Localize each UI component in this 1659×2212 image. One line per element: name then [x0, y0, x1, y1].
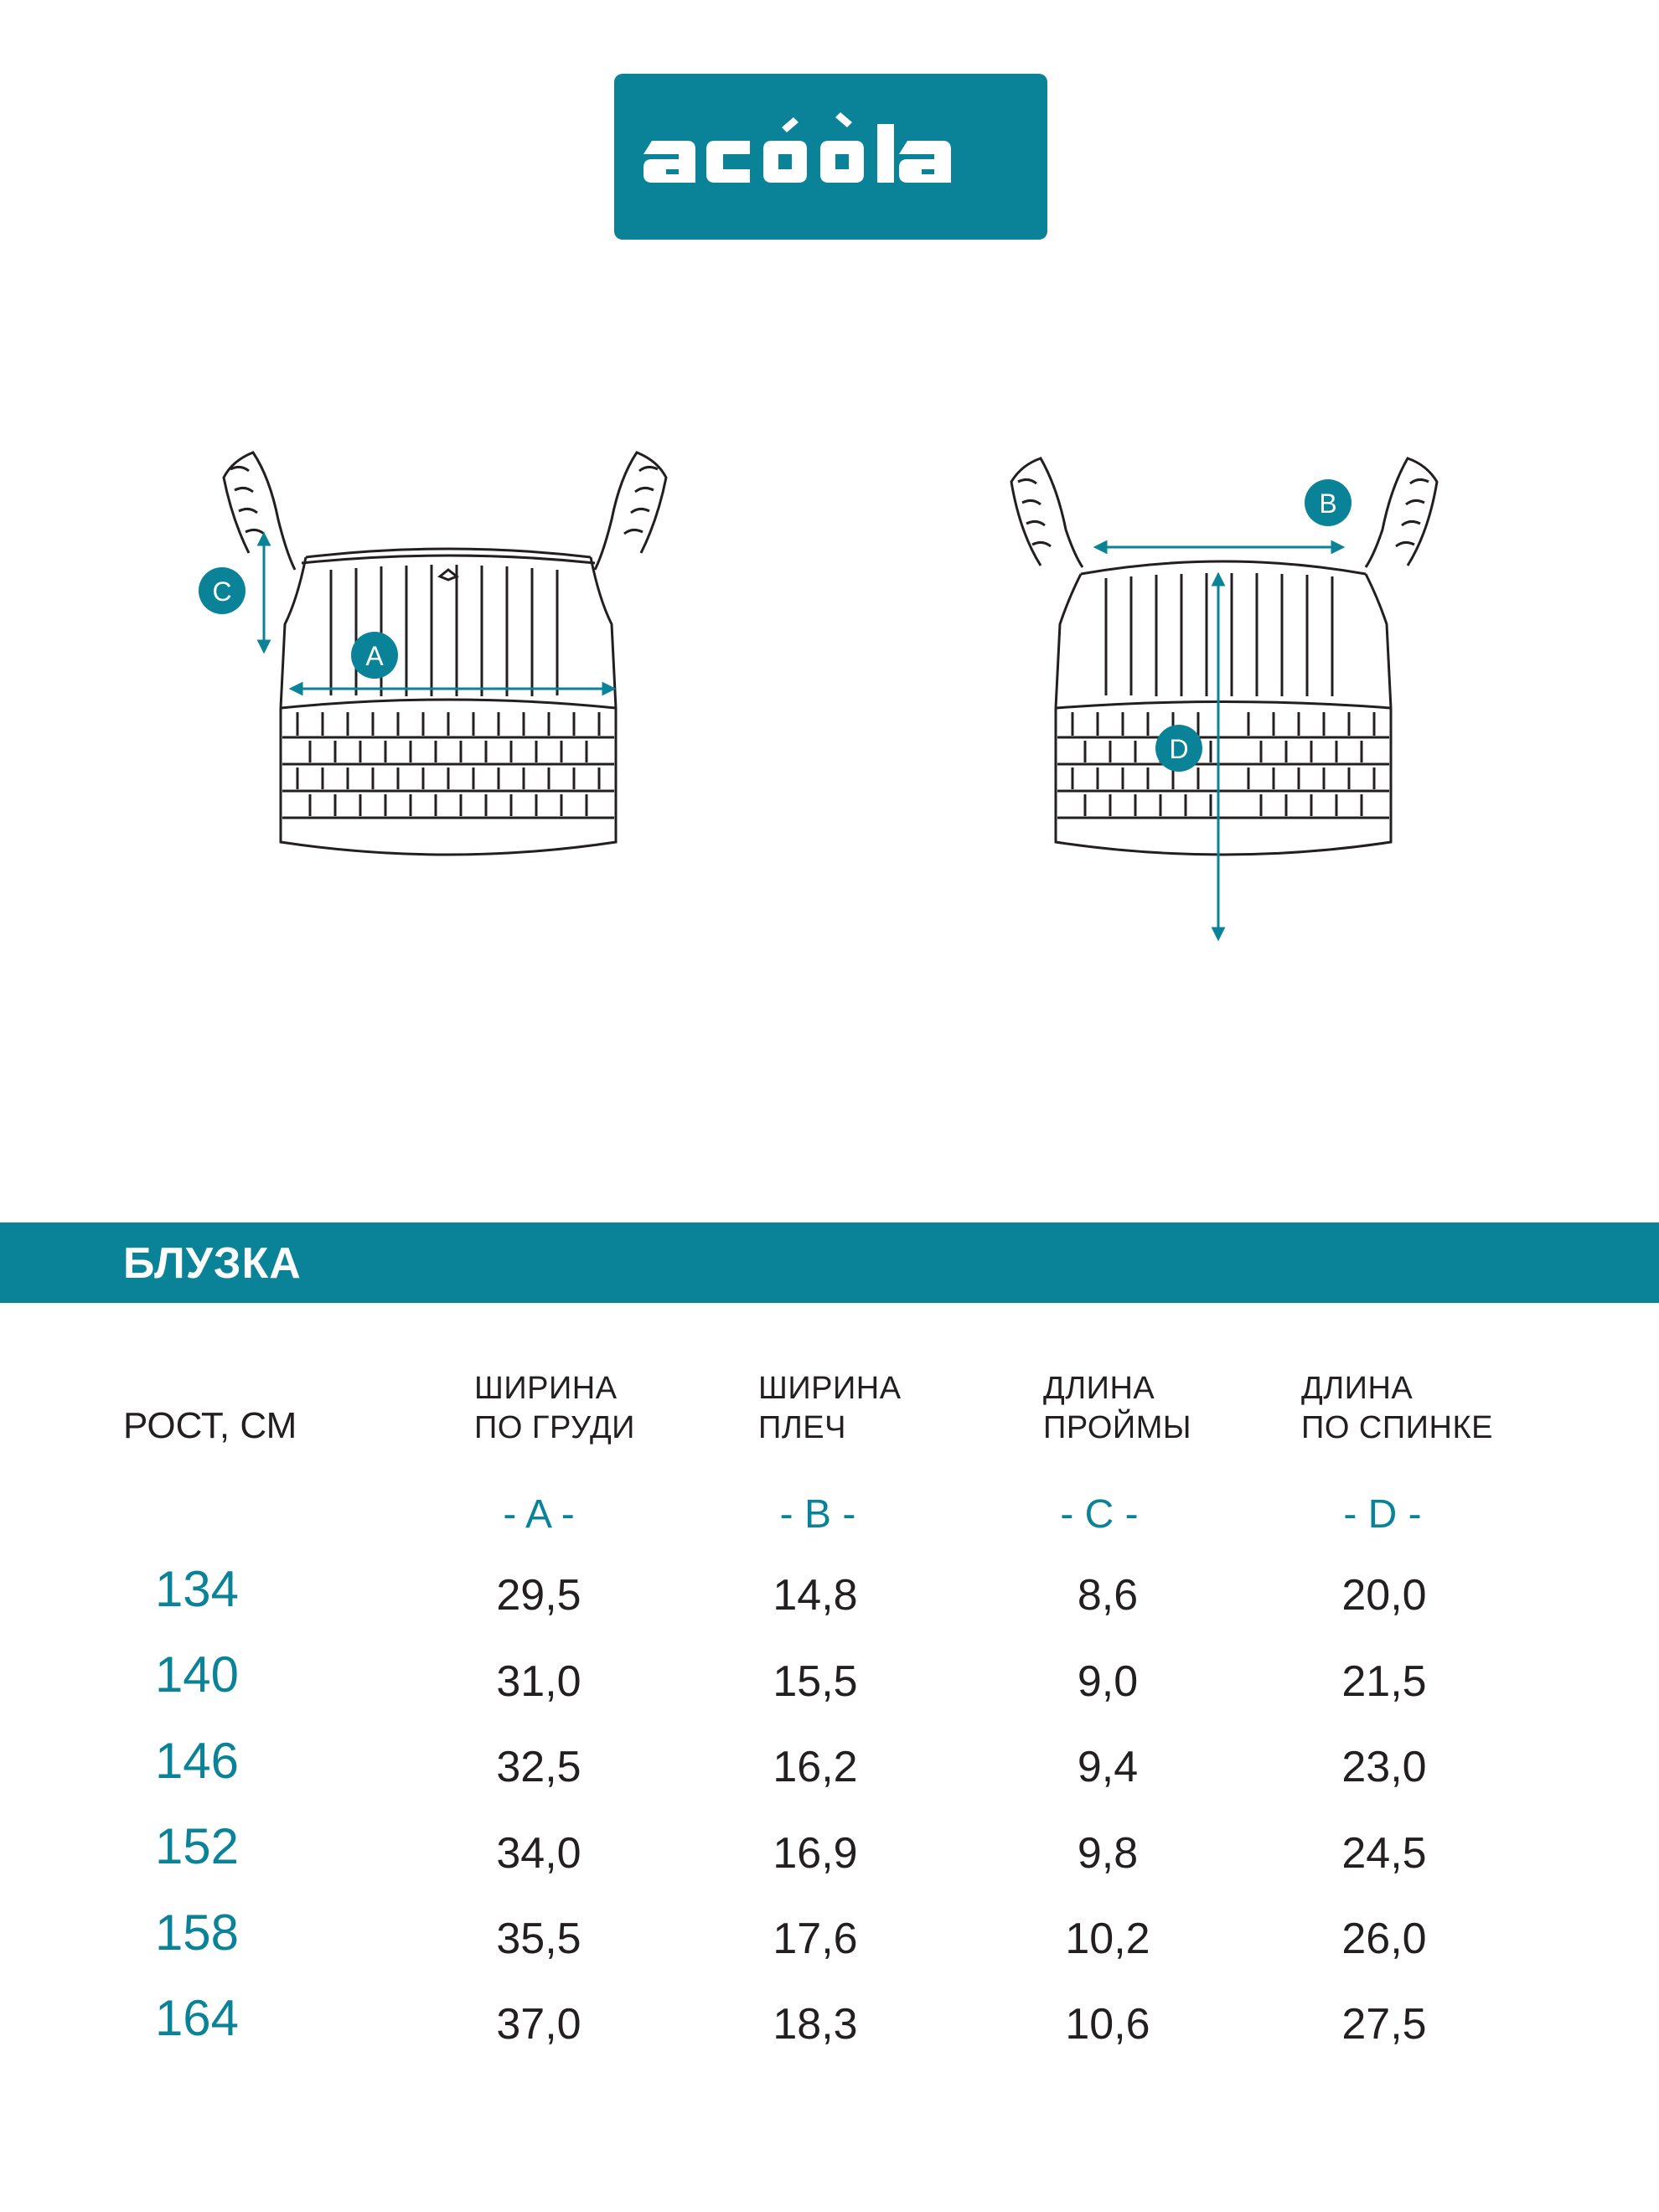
garment-front-sketch: [189, 419, 733, 964]
cell-armhole: 9,8: [1077, 1829, 1139, 1878]
cell-shoulders: 15,5: [773, 1657, 858, 1706]
cell-shoulders: 18,3: [773, 2000, 858, 2049]
cell-shoulders: 14,8: [773, 1571, 858, 1620]
column-header-armhole-line1: ДЛИНА: [1043, 1371, 1155, 1406]
column-header-shoulders: [758, 1369, 902, 1448]
marker-d: [1155, 725, 1202, 772]
marker-a-label: A: [365, 641, 384, 671]
row-height: 158: [154, 1904, 240, 1961]
row-height: 152: [154, 1818, 240, 1874]
row-height: 164: [154, 1990, 240, 2046]
cell-armhole: 10,6: [1065, 2000, 1150, 2049]
column-header-back-length-line2: ПО СПИНКЕ: [1301, 1410, 1493, 1445]
cell-shoulders: 17,6: [773, 1915, 858, 1963]
cell-shoulders: 16,2: [773, 1743, 858, 1791]
column-header-back-length: [1301, 1369, 1493, 1448]
row-height: 134: [154, 1561, 240, 1617]
column-header-armhole-line2: ПРОЙМЫ: [1043, 1410, 1191, 1445]
marker-c-label: C: [212, 576, 232, 607]
row-height: 146: [154, 1733, 240, 1789]
cell-back-length: 27,5: [1341, 2000, 1427, 2049]
garment-back-sketch: [972, 419, 1517, 964]
column-letter-d: - D -: [1343, 1492, 1422, 1537]
cell-armhole: 9,4: [1077, 1743, 1139, 1791]
cell-chest: 32,5: [496, 1743, 581, 1791]
column-header-back-length-line1: ДЛИНА: [1301, 1371, 1414, 1406]
cell-shoulders: 16,9: [773, 1829, 858, 1878]
column-header-armhole: [1043, 1369, 1191, 1448]
row-height: 140: [154, 1646, 240, 1703]
cell-armhole: 8,6: [1077, 1571, 1139, 1620]
marker-a: [351, 632, 398, 679]
marker-b: [1305, 479, 1351, 526]
cell-chest: 35,5: [496, 1915, 581, 1963]
cell-back-length: 23,0: [1341, 1743, 1427, 1791]
cell-back-length: 26,0: [1341, 1915, 1427, 1963]
column-header-shoulders-line2: ПЛЕЧ: [758, 1410, 846, 1445]
cell-armhole: 9,0: [1077, 1657, 1139, 1706]
column-header-chest-line2: ПО ГРУДИ: [474, 1410, 635, 1445]
marker-b-label: B: [1319, 488, 1337, 519]
brand-logo: [614, 74, 1047, 240]
cell-back-length: 24,5: [1341, 1829, 1427, 1878]
cell-chest: 31,0: [496, 1657, 581, 1706]
cell-chest: 34,0: [496, 1829, 581, 1878]
column-header-shoulders-line1: ШИРИНА: [758, 1371, 902, 1406]
product-title: БЛУЗКА: [123, 1239, 302, 1288]
column-header-chest-line1: ШИРИНА: [474, 1371, 618, 1406]
cell-back-length: 20,0: [1341, 1571, 1427, 1620]
column-letter-a: - A -: [503, 1492, 575, 1537]
marker-d-label: D: [1169, 734, 1189, 764]
cell-chest: 37,0: [496, 2000, 581, 2049]
column-letter-c: - C -: [1060, 1492, 1139, 1537]
brand-logo-wordmark: [614, 74, 1047, 240]
height-header: РОСТ, СМ: [123, 1405, 297, 1446]
column-header-chest: [474, 1369, 635, 1448]
cell-back-length: 21,5: [1341, 1657, 1427, 1706]
cell-armhole: 10,2: [1065, 1915, 1150, 1963]
column-letter-b: - B -: [779, 1492, 856, 1537]
marker-c: [199, 567, 245, 614]
cell-chest: 29,5: [496, 1571, 581, 1620]
